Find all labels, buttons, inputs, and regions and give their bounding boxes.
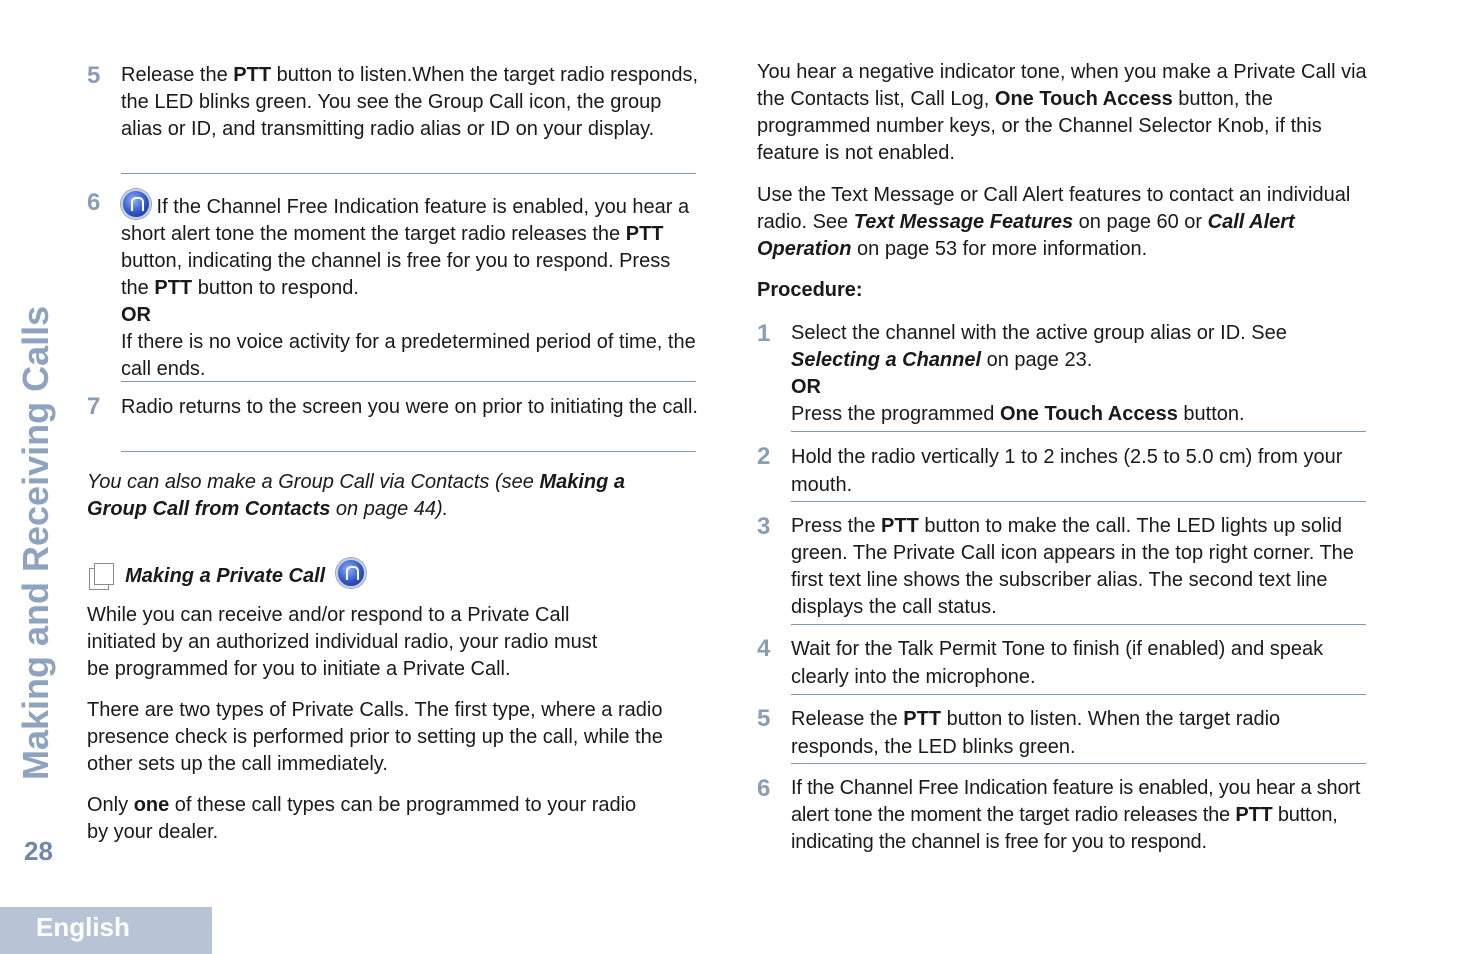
step-divider xyxy=(121,451,696,452)
step-divider xyxy=(791,501,1366,502)
step-divider xyxy=(791,694,1366,695)
step-number: 5 xyxy=(87,62,101,89)
step-number: 1 xyxy=(757,320,771,347)
step-text: Radio returns to the screen you were on prior to initiating the call. xyxy=(121,396,698,418)
step-number: 4 xyxy=(757,635,771,662)
page-number: 28 xyxy=(24,836,53,866)
step-number: 6 xyxy=(757,775,771,802)
step-text: If the Channel Free Indication feature is enabled, you hear a short alert tone the moment the target radio releases the PTT button, indicating the channel is free for you to respond. Press the PTT button to respond. OR If there is no voice activity for a predetermined period of time, the call ends. xyxy=(121,189,699,383)
cross-reference-link[interactable]: Call Alert Operation xyxy=(757,211,1295,260)
step-divider xyxy=(791,763,1366,764)
document-pages-icon xyxy=(94,563,114,585)
step-text: Release the PTT button to listen.When the target radio responds, the LED blinks green. You see the Group Call icon, the group alias or ID, and transmitting radio alias or ID on your display. xyxy=(121,64,699,140)
cross-reference-link[interactable]: Text Message Features xyxy=(853,211,1074,233)
language-label: English xyxy=(36,912,130,942)
chapter-side-title: Making and Receiving Calls xyxy=(15,305,56,780)
step-number: 7 xyxy=(87,393,101,420)
step-number: 5 xyxy=(757,705,771,732)
step-divider xyxy=(121,381,696,382)
step-divider xyxy=(121,173,696,174)
paragraph: There are two types of Private Calls. The first type, where a radio presence check is performed prior to setting up the call, while the other sets up the call immediately. xyxy=(87,699,663,775)
step-text: Select the channel with the active group alias or ID. See Selecting a Channel on page 23. OR Press the programmed One Touch Access button. xyxy=(791,322,1287,425)
cross-reference-link[interactable]: Selecting a Channel xyxy=(791,349,982,371)
section-heading xyxy=(88,558,408,591)
procedure-label: Procedure: xyxy=(757,279,863,301)
channel-free-radio-icon xyxy=(121,189,151,219)
step-number: 3 xyxy=(757,513,771,540)
step-number: 2 xyxy=(757,443,771,470)
paragraph: Use the Text Message or Call Alert features to contact an individual radio. See Text Message Features on page 60 or Call Alert Operation on page 53 for more information. xyxy=(757,184,1351,260)
step-text: If the Channel Free Indication feature is enabled, you hear a short alert tone the moment the target radio releases the PTT button, indicating the channel is free for you to respond. xyxy=(791,777,1361,853)
paragraph: While you can receive and/or respond to a Private Call initiated by an authorized individual radio, your radio must be programmed for you to initiate a Private Call. xyxy=(87,604,598,680)
cross-reference-link[interactable]: Making a Group Call from Contacts xyxy=(87,471,626,520)
step-text: Hold the radio vertically 1 to 2 inches (2.5 to 5.0 cm) from your mouth. xyxy=(791,446,1343,496)
channel-free-radio-icon xyxy=(336,558,366,588)
paragraph: You hear a negative indicator tone, when you make a Private Call via the Contacts list, Call Log, One Touch Access button, the programmed number keys, or the Channel Selector Knob, if this feature is not enabled. xyxy=(757,61,1367,164)
step-divider xyxy=(791,431,1366,432)
step-text: Press the PTT button to make the call. The LED lights up solid green. The Private Call icon appears in the top right corner. The first text line shows the subscriber alias. The second text line displays the call status. xyxy=(791,515,1354,618)
step-divider xyxy=(791,624,1366,625)
step-text: Wait for the Talk Permit Tone to finish (if enabled) and speak clearly into the microphone. xyxy=(791,638,1324,688)
section-heading-title: Making a Private Call xyxy=(125,565,326,587)
step-number: 6 xyxy=(87,189,101,216)
step-text: Release the PTT button to listen. When the target radio responds, the LED blinks green. xyxy=(791,708,1281,758)
paragraph: Only one of these call types can be programmed to your radio by your dealer. xyxy=(87,794,637,843)
note-text: You can also make a Group Call via Contacts (see Making a Group Call from Contacts on page 44). xyxy=(87,471,626,520)
